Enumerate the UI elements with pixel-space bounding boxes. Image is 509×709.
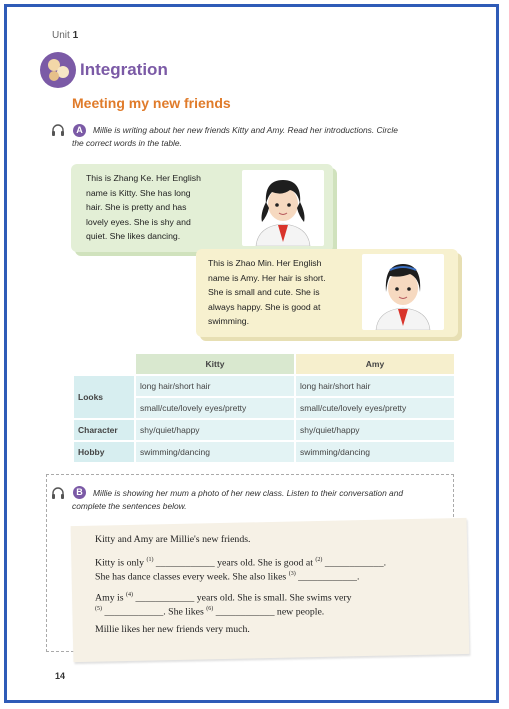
fill-sentence-4: Amy is $^{(4)}$ ____________ years old. She is small. She swims very [95,592,352,604]
blank-2[interactable]: ____________ [324,557,384,569]
fill-sentence-1: Kitty and Amy are Millie's new friends. [95,534,251,545]
blank-1[interactable]: ____________ [155,557,215,569]
table-row [74,376,454,396]
table-cell[interactable]: long hair/short hair [136,376,294,396]
looks-character-hobby-table [72,352,456,464]
table-cell[interactable]: shy/quiet/happy [296,420,454,440]
part-a-instruction-1: Millie is writing about her new friends Kitty and Amy. Read her introductions. Circle [93,125,398,135]
fill-sentence-5: $^{(5)}$ ____________. She likes $^{(6)}$ ____________ new people. [95,606,325,618]
row-label-character: Character [74,420,134,440]
table-cell[interactable]: small/cute/lovely eyes/pretty [136,398,294,418]
table-row [74,420,454,440]
table-cell[interactable]: shy/quiet/happy [136,420,294,440]
part-a-instruction-2: the correct words in the table. [72,138,182,148]
page-number: 14 [55,671,66,681]
amy-intro-text: This is Zhao Min. Her English name is Amy. Her hair is short. She is small and cute. She is always happy. She is good at swimming. [208,258,326,326]
table-header-amy: Amy [296,354,454,374]
section-subtitle: Meeting my new friends [72,95,231,111]
part-b-instruction-1: Millie is showing her mum a photo of her new class. Listen to their conversation and [93,488,404,498]
part-b-badge: B [73,486,86,499]
row-label-hobby: Hobby [74,442,134,462]
blank-5[interactable]: ____________ [104,606,164,618]
section-title: Integration [80,60,168,79]
table-cell[interactable]: long hair/short hair [296,376,454,396]
kitty-photo [242,170,324,246]
blank-3[interactable]: ____________ [298,571,357,583]
headphones-icon [51,486,65,500]
row-label-looks: Looks [74,376,134,418]
headphones-icon [51,123,65,137]
blank-4[interactable]: ____________ [135,592,195,604]
table-cell[interactable]: swimming/dancing [296,442,454,462]
fill-sentence-3: She has dance classes every week. She also likes $^{(3)}$ ____________. [95,571,360,583]
integration-icon [40,52,76,88]
table-cell[interactable]: swimming/dancing [136,442,294,462]
part-a-badge: A [73,124,86,137]
table-header-kitty: Kitty [136,354,294,374]
fill-sentence-6: Millie likes her new friends very much. [95,624,250,635]
kitty-intro-text: This is Zhang Ke. Her English name is Kitty. She has long hair. She is pretty and has lovely eyes. She is shy and quiet. She likes dancing. [86,173,201,241]
unit-label: Unit 1 [52,30,79,41]
table-row [74,442,454,462]
table-cell[interactable]: small/cute/lovely eyes/pretty [296,398,454,418]
part-b-instruction-2: complete the sentences below. [72,501,187,511]
fill-sentence-2: Kitty is only $^{(1)}$ ____________ years old. She is good at $^{(2)}$ ____________. [95,557,387,569]
amy-photo [362,254,444,330]
blank-6[interactable]: ____________ [215,606,275,618]
